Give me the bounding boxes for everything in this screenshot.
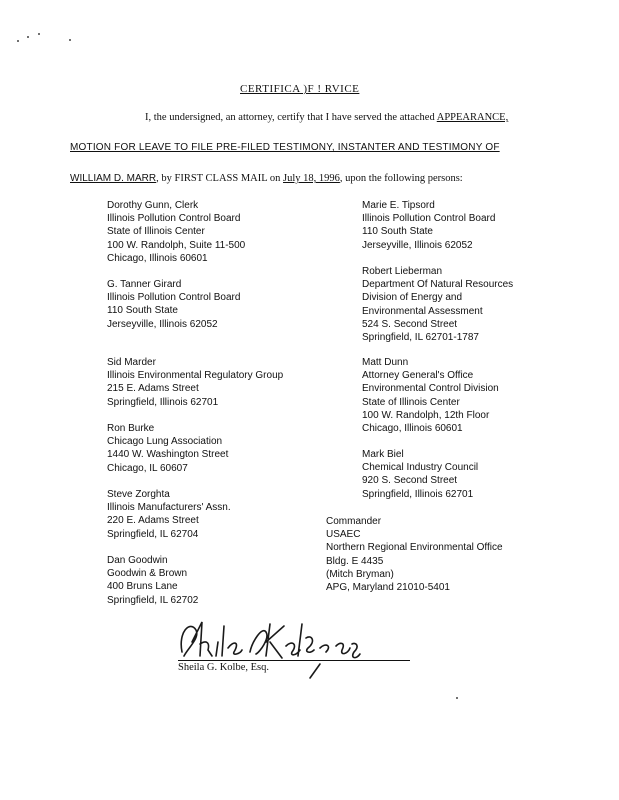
service-address (362, 265, 513, 344)
address-line: Steve Zorghta (107, 489, 170, 500)
service-date: July 18, 1996 (283, 173, 340, 184)
service-text-end: , upon the following persons: (339, 173, 463, 184)
address-line: Illinois Environmental Regulatory Group (107, 370, 284, 382)
page-title: CERTIFICA )F ! RVICE (240, 83, 360, 95)
address-line: Sid Marder (107, 357, 156, 368)
address-line: Ron Burke (107, 423, 155, 434)
address-line: 100 W. Randolph, Suite 11-500 (107, 239, 246, 251)
scan-speck (17, 40, 19, 42)
address-line: Robert Lieberman (362, 266, 443, 277)
address-line: State of Illinois Center (362, 396, 460, 408)
address-line: Division of Energy and (362, 292, 463, 304)
service-address (107, 199, 245, 265)
service-address (107, 422, 228, 475)
address-line: Illinois Pollution Control Board (107, 213, 241, 225)
address-line: Jerseyville, Illinois 62052 (107, 318, 218, 330)
address-line: Marie E. Tipsord (362, 200, 435, 211)
address-line: Illinois Manufacturers' Assn. (107, 502, 231, 514)
service-address (362, 448, 478, 501)
address-line: 220 E. Adams Street (107, 515, 199, 527)
address-line: 1440 W. Washington Street (107, 449, 229, 461)
document-title-part-1: APPEARANCE, (436, 112, 509, 123)
service-address-commander (326, 515, 503, 594)
address-line: Illinois Pollution Control Board (362, 213, 496, 225)
address-line: Dan Goodwin (107, 555, 168, 566)
service-address (362, 356, 499, 435)
scan-speck (456, 697, 458, 699)
address-line: APG, Maryland 21010-5401 (326, 582, 450, 594)
address-line: 920 S. Second Street (362, 475, 458, 487)
certification-line-3 (70, 173, 463, 184)
scan-speck (38, 33, 40, 35)
witness-name: WILLIAM D. MARR (70, 173, 157, 184)
service-address (362, 199, 495, 252)
address-line: Chicago Lung Association (107, 436, 223, 448)
signature-line (178, 660, 410, 661)
service-address (107, 278, 240, 331)
service-address (107, 554, 198, 607)
address-line: Springfield, Illinois 62701 (362, 488, 474, 500)
service-address (107, 356, 283, 409)
address-line: Commander (326, 516, 382, 527)
address-line: Attorney General's Office (362, 370, 474, 382)
address-line: State of Illinois Center (107, 226, 205, 238)
scan-speck (27, 36, 29, 38)
address-line: Springfield, IL 62701-1787 (362, 332, 479, 344)
address-line: Springfield, IL 62704 (107, 528, 199, 540)
address-line: 110 South State (362, 226, 433, 238)
service-address (107, 488, 231, 541)
address-line: USAEC (326, 529, 361, 541)
address-line: Jerseyville, Illinois 62052 (362, 239, 473, 251)
service-method: , by FIRST CLASS MAIL on (156, 173, 281, 184)
scan-speck (69, 39, 71, 41)
address-line: 400 Bruns Lane (107, 581, 178, 593)
address-line: Springfield, IL 62702 (107, 594, 199, 606)
address-line: Chemical Industry Council (362, 462, 479, 474)
address-line: Goodwin & Brown (107, 568, 188, 580)
address-line: Matt Dunn (362, 357, 409, 368)
address-line: Mark Biel (362, 449, 404, 460)
address-line: Chicago, IL 60607 (107, 462, 188, 474)
address-line: 110 South State (107, 305, 178, 317)
certification-line-2: MOTION FOR LEAVE TO FILE PRE-FILED TESTIMONY, INSTANTER AND TESTIMONY OF (70, 142, 500, 153)
certification-text: I, the undersigned, an attorney, certify that I have served the attached (145, 112, 435, 123)
address-line: Springfield, Illinois 62701 (107, 396, 219, 408)
address-line: 100 W. Randolph, 12th Floor (362, 409, 490, 421)
address-line: Bldg. E 4435 (326, 555, 384, 567)
address-line: Dorothy Gunn, Clerk (107, 200, 199, 211)
address-line: 524 S. Second Street (362, 318, 458, 330)
signer-name: Sheila G. Kolbe, Esq. (178, 662, 269, 673)
address-line: (Mitch Bryman) (326, 568, 394, 580)
address-line: G. Tanner Girard (107, 279, 182, 290)
address-line: 215 E. Adams Street (107, 383, 199, 395)
address-line: Department Of Natural Resources (362, 279, 514, 291)
address-line: Illinois Pollution Control Board (107, 292, 241, 304)
address-line: Chicago, Illinois 60601 (362, 423, 463, 435)
address-line: Northern Regional Environmental Office (326, 542, 503, 554)
address-line: Environmental Assessment (362, 305, 483, 317)
address-line: Environmental Control Division (362, 383, 499, 395)
certification-line-1 (145, 112, 508, 123)
address-line: Chicago, Illinois 60601 (107, 252, 208, 264)
